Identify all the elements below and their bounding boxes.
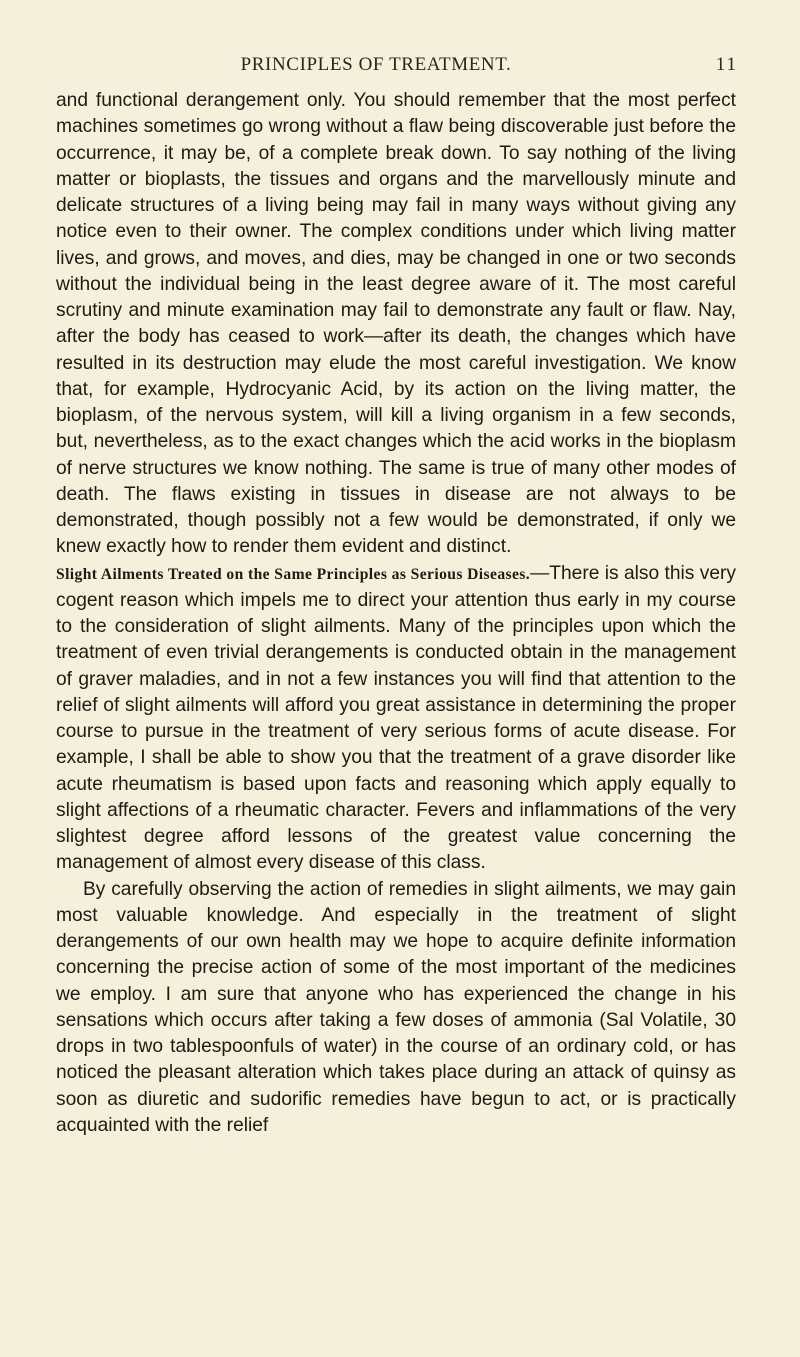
running-title: PRINCIPLES OF TREATMENT. (240, 54, 512, 75)
body-text (56, 88, 736, 1139)
paragraph-slight-ailments (56, 561, 736, 877)
section-heading: Slight Ailments Treated on the Same Principles as Serious Diseases. (56, 565, 531, 583)
paragraph-remedies: By carefully observing the action of remedies in slight ailments, we may gain most valuable knowledge. And especially in the treatment of slight derangements of our own health may we hope to acquire definite information concerning the precise action of some of the most important of the medicines we employ. I am sure that anyone who has experienced the change in his sensations which occurs after taking a few doses of ammonia (Sal Volatile, 30 drops in two tablespoonfuls of water) in the course of an ordinary cold, or has noticed the pleasant alteration which takes place during an attack of quinsy as soon as diuretic and sudorific remedies have begun to act, or is practically acquainted with the relief (56, 878, 736, 1136)
paragraph-continuation: and functional derangement only. You should remember that the most perfect machines sometimes go wrong without a flaw being discoverable just before the occurrence, it may be, of a complete break down. To say nothing of the living matter or bioplasts, the tissues and organs and the marvellously minute and delicate structures of a living being may fail in many ways without giving any notice even to their owner. The complex conditions under which living matter lives, and grows, and moves, and dies, may be changed in one or two seconds without the individual being in the least degree aware of it. The most careful scrutiny and minute examination may fail to demonstrate any fault or flaw. Nay, after the body has ceased to work—after its death, the changes which have resulted in its destruction may elude the most careful investigation. We know that, for example, Hydrocyanic Acid, by its action on the living matter, the bioplasm, of the nervous system, will kill a living organism in a few seconds, but, nevertheless, as to the exact changes which the acid works in the bioplasm of nerve structures we know nothing. The same is true of many other modes of death. The flaws existing in tissues in disease are not always to be demonstrated, though possibly not a few would be demonstrated, if only we knew exactly how to render them evident and distinct. (56, 90, 736, 558)
running-header (56, 54, 736, 88)
book-page (56, 54, 736, 1139)
paragraph-text: —There is also this very cogent reason which impels me to direct your attention thus early in my course to the consideration of slight ailments. Many of the principles upon which the treatment of even trivial derangements is conducted obtain in the management of graver maladies, and in not a few instances you will find that attention to the relief of slight ailments will afford you great assistance in determining the proper course to pursue in the treatment of very serious forms of acute disease. For example, I shall be able to show you that the treatment of a grave disorder like acute rheumatism is based upon facts and reasoning which apply equally to slight affections of a rheumatic character. Fevers and inflammations of the very slightest degree afford lessons of the greatest value concerning the management of almost every disease of this class. (56, 562, 736, 874)
page-number: 11 (715, 54, 738, 75)
